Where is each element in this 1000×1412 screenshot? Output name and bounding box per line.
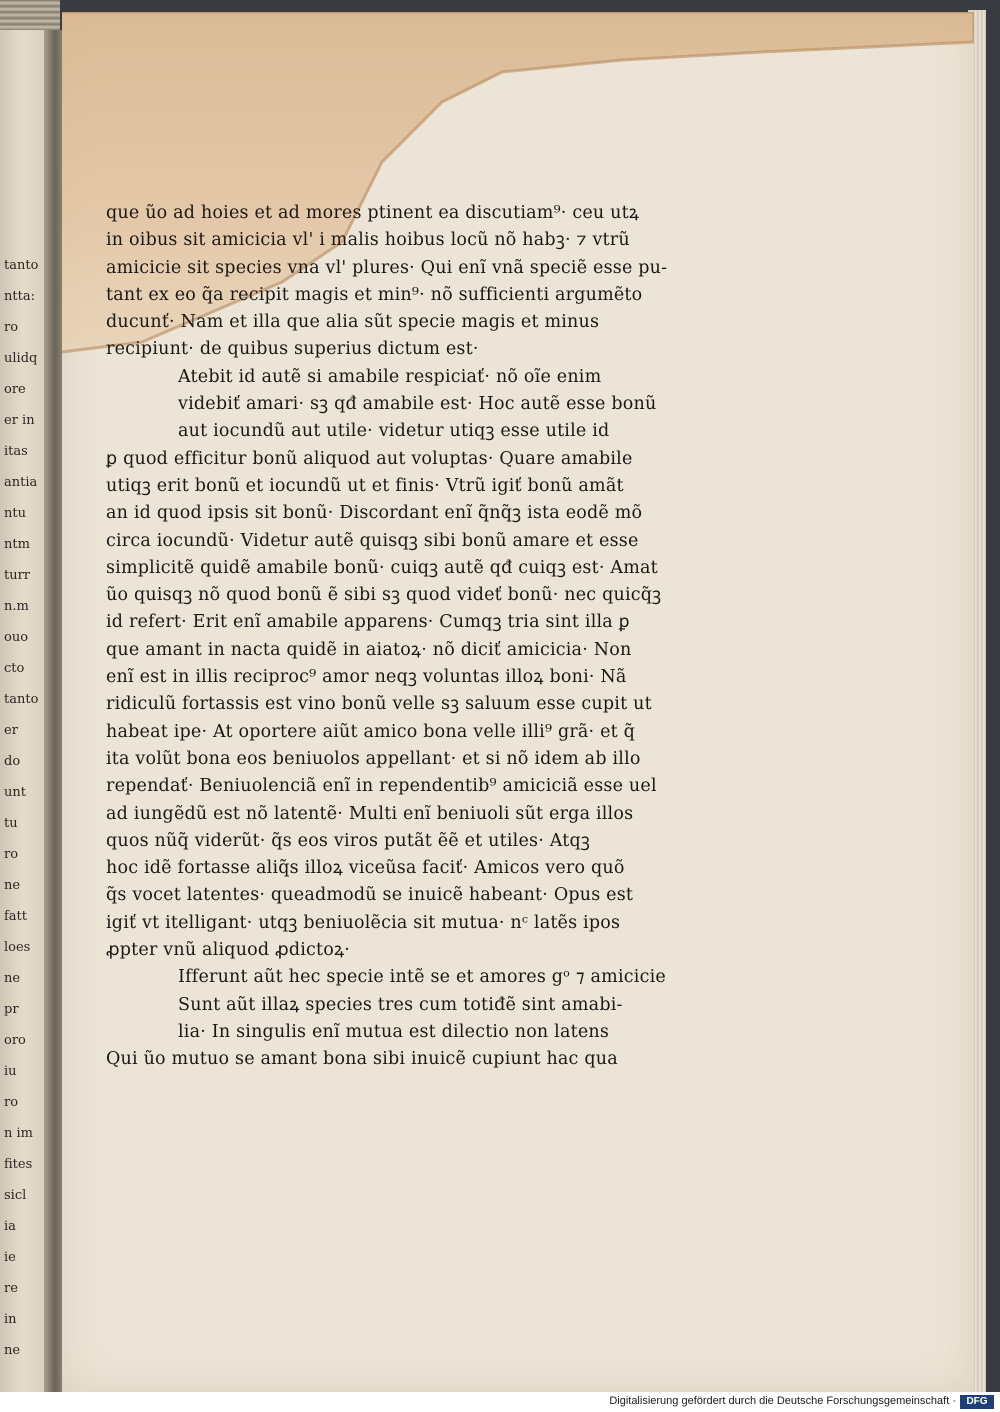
text-line: enĩ est in illis reciproc⁹ amor neqꝫ voluntas illoꝝ boni· Nã — [106, 667, 627, 688]
left-page-fragment: in — [4, 1312, 17, 1327]
text-line: tant ex eo q̃a recipit magis et min⁹· nõ sufficienti argumẽto — [106, 284, 643, 305]
left-page-fragment: ulidq — [4, 351, 38, 366]
text-line: Qui ũo mutuo se amant bona sibi inuicẽ cupiunt hac qua — [106, 1049, 618, 1070]
left-page-fragment: do — [4, 754, 21, 769]
text-line: circa iocundũ· Videtur autẽ quisqꝫ sibi bonũ amare et esse — [106, 530, 639, 551]
text-line: hoc idẽ fortasse aliq̃s illoꝝ viceũsa faciť· Amicos vero quõ — [106, 858, 625, 879]
text-line: ita volũt bona eos beniuolos appellant· et si nõ idem ab illo — [106, 748, 641, 769]
left-page-fragment: er in — [4, 413, 35, 428]
text-line: aut iocundũ aut utile· videtur utiqꝫ esse utile id — [178, 421, 610, 442]
digitization-credit: Digitalisierung gefördert durch die Deutsche Forschungsgemeinschaft · — [609, 1395, 956, 1407]
left-page-fragment: ore — [4, 382, 26, 397]
left-page-fragment: oro — [4, 1033, 26, 1048]
text-line: amicicie sit species vna vl' plures· Qui enĩ vnã speciẽ esse pu- — [106, 257, 668, 278]
text-line: simplicitẽ quidẽ amabile bonũ· cuiqꝫ autẽ qđ cuiqꝫ est· Amat — [106, 557, 658, 578]
left-page-fragment: n im — [4, 1126, 33, 1141]
left-page-fragment: ie — [4, 1250, 16, 1265]
left-page-fragment: fites — [4, 1157, 33, 1172]
left-page-fragment: ne — [4, 971, 21, 986]
text-line: q̃s vocet latentes· queadmodũ se inuicẽ habeant· Opus est — [106, 885, 634, 906]
text-line: videbiť amari· sꝫ qđ amabile est· Hoc autẽ esse bonũ — [178, 394, 657, 415]
left-page-fragment: turr — [4, 568, 31, 583]
text-line: in oibus sit amicicia vl' i malis hoibus locũ nõ habꝫ· ⁊ vtrũ — [106, 230, 630, 251]
text-line: que ũo ad hoies et ad mores ptinent ea discutiam⁹· ceu utꝝ — [106, 203, 640, 223]
left-page-fragment: iu — [4, 1064, 17, 1079]
text-line: ridiculũ fortassis est vino bonũ velle sꝫ saluum esse cupit ut — [106, 694, 652, 715]
text-line: ꝑ quod efficitur bonũ aliquod aut voluptas· Quare amabile — [106, 448, 633, 469]
left-page-fragment: loes — [4, 940, 31, 955]
text-line: an id quod ipsis sit bonũ· Discordant enĩ q̃nq̃ꝫ ista eodẽ mõ — [106, 503, 643, 524]
left-page-fragment: ne — [4, 1343, 21, 1358]
text-line: ad iungẽdũ est nõ latentẽ· Multi enĩ beniuoli sũt erga illos — [106, 803, 634, 824]
left-page-fragment: ia — [4, 1219, 16, 1234]
text-line: igiť vt itelligant· utqꝫ beniuolẽcia sit mutua· nᶜ latẽs ipos — [106, 912, 621, 933]
left-page-fragment: unt — [4, 785, 26, 800]
left-page-fragment: itas — [4, 444, 28, 459]
left-page-fragment: antia — [4, 475, 38, 490]
left-page-fragment: tanto — [4, 258, 39, 273]
text-line: Atebit id autẽ si amabile respiciať· nõ oĩe enim — [178, 366, 602, 387]
left-page-fragment: ro — [4, 847, 19, 862]
text-line: Sunt aũt illaꝝ species tres cum totiđẽ sint amabi- — [178, 994, 623, 1015]
text-line: ꝓpter vnũ aliquod ꝓdictoꝝ· — [106, 940, 351, 961]
left-page-fragment: ntu — [4, 506, 26, 521]
left-page-fragment: ouo — [4, 630, 29, 645]
text-line: id refert· Erit enĩ amabile apparens· Cumqꝫ tria sint illa ꝑ — [106, 612, 630, 633]
left-page-fragment: ne — [4, 878, 21, 893]
left-page-fragment: sicl — [4, 1188, 27, 1203]
text-line: ũo quisqꝫ nõ quod bonũ ẽ sibi sꝫ quod videť bonũ· nec quicq̃ꝫ — [106, 585, 662, 606]
text-line: Ifferunt aũt hec specie intẽ se et amores gᵒ ⁊ amicicie — [178, 967, 666, 988]
text-line: quos nũq̃ viderũt· q̃s eos viros putãt ẽẽ et utiles· Atqꝫ — [106, 830, 591, 851]
latin-incunable-text — [106, 200, 676, 1074]
left-page-fragment: n.m — [4, 599, 29, 614]
left-page-fragment: er — [4, 723, 18, 738]
left-page-fragment: ntta: — [4, 289, 35, 304]
left-page-fragment: cto — [4, 661, 25, 676]
text-line: rependať· Beniuolenciã enĩ in rependentib⁹ amiciciã esse uel — [106, 776, 657, 797]
text-line: lia· In singulis enĩ mutua est dilectio non latens — [178, 1021, 610, 1042]
dfg-logo: DFG — [960, 1395, 994, 1409]
left-page-fragment: tu — [4, 816, 18, 831]
text-line: utiqꝫ erit bonũ et iocundũ ut et finis· Vtrũ igiť bonũ amãt — [106, 475, 624, 496]
left-page-fragment: re — [4, 1281, 18, 1296]
text-line: habeat ipe· At oportere aiũt amico bona velle illi⁹ grã· et q̃ — [106, 721, 636, 742]
left-page-fragment: ro — [4, 320, 19, 335]
left-page-fragment: ntm — [4, 537, 30, 552]
left-page-fragment: pr — [4, 1002, 19, 1017]
left-page-fragment: tanto — [4, 692, 39, 707]
text-line: que amant in nacta quidẽ in aiatoꝝ· nõ diciť amicicia· Non — [106, 639, 632, 660]
text-line: recipiunt· de quibus superius dictum est· — [106, 339, 479, 360]
left-page-fragment: fatt — [4, 909, 28, 924]
text-line: ducunť· Nam et illa que alia sũt specie magis et minus — [106, 312, 600, 333]
footer-bar — [0, 1392, 1000, 1412]
left-page-fragment: ro — [4, 1095, 19, 1110]
